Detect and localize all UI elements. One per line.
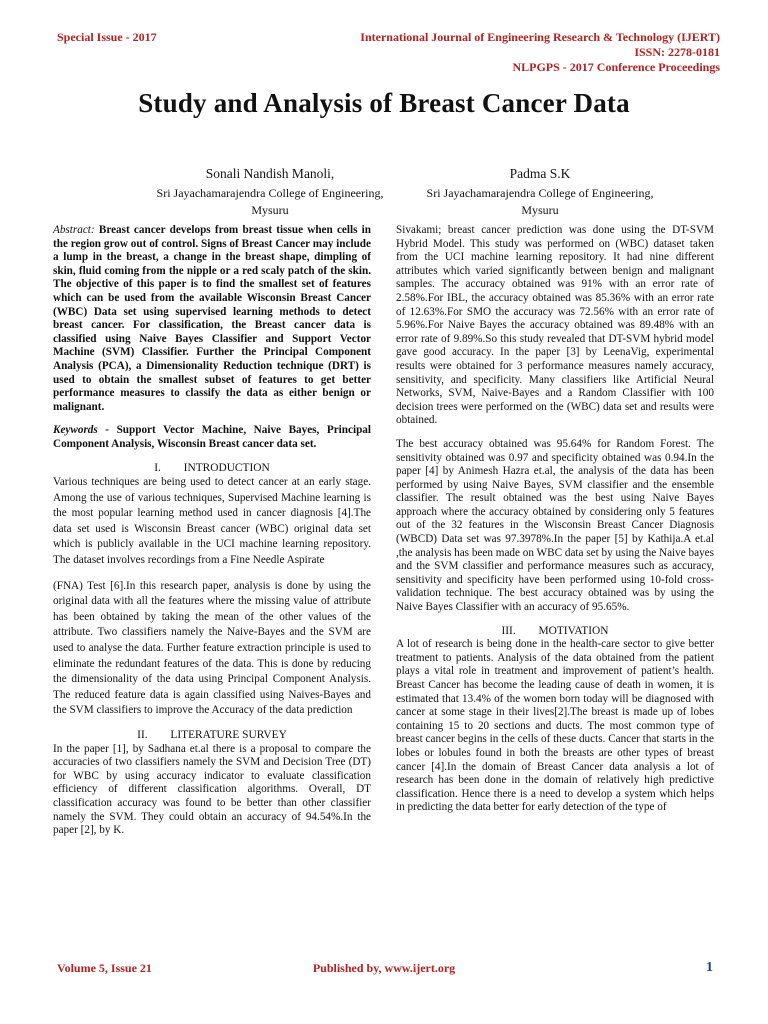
literature-paragraph-3: The best accuracy obtained was 95.64% for Random Forest. The sensitivity obtained was 0.97 and specificity obtained was 0.94.In the paper [4] by Animesh Hazra et.al, the analysis of the data has been performed by using Naive Bayes, SVM classifier and the ensemble classifier. The result obtained was the best using Naive Bayes approach where the accuracy obtained by considering only 5 features out of the 32 features in the Wisconsin Breast Cancer Diagnosis (WBCD) Data set was 97.3978%.In the paper [5] by Kathija.A et.al ,the analysis has been made on WBC data set by using the Naive bayes and the SVM classifier and performance measures such as accuracy, sensitivity and specificity have been performed using 10-fold cross-validation technique. The best accuracy obtained was by using the Naive Bayes Classifier with an accuracy of 95.65%. [396,437,714,614]
author-affiliation: Sri Jayachamarajendra College of Engineering, [426,186,654,200]
keywords [53,424,371,451]
section-heading-introduction: I. INTRODUCTION [154,461,270,474]
journal-name: International Journal of Engineering Research & Technology (IJERT) [360,30,720,44]
right-column [396,224,714,825]
issue-label: Special Issue - 2017 [57,30,157,44]
author-city: Mysuru [251,203,289,217]
literature-paragraph-2: Sivakami; breast cancer prediction was done using the DT-SVM Hybrid Model. This study was performed on (WBC) dataset taken from the UCI machine learning repository. It had nine different attributes which varied significantly between benign and malignant samples. The accuracy obtained was 91% with an error rate of 2.58%.For IBL, the accuracy obtained was 85.36% with an error rate of 12.63%.For SMO the accuracy was 72.56% with an error rate of 5.96%.For Naive Bayes the accuracy obtained was 89.48% with an error rate of 9.89%.So this study revealed that DT-SVM hybrid model gave good accuracy. In the paper [3] by LeenaVig, experimental results were obtained for 3 performance measures namely accuracy, sensitivity, and specificity. Many classifiers like Artificial Neural Networks, SVM, Naive-Bayes and a Random Classifier with 100 decision trees were performed on the (WBC) data set and results were obtained. [396,224,714,427]
abstract [53,224,371,414]
keywords-lead: Keywords - [53,424,110,437]
section-heading-literature: II. LITERATURE SURVEY [137,729,287,741]
author-block-1 [140,165,400,219]
section-heading-motivation: III. MOTIVATION [501,624,609,637]
issn: ISSN: 2278-0181 [634,45,720,59]
conference-label: NLPGPS - 2017 Conference Proceedings [512,60,720,74]
volume-label: Volume 5, Issue 21 [57,961,152,975]
abstract-lead: Abstract: [53,224,95,236]
left-column [53,224,371,848]
author-city: Mysuru [521,203,559,217]
paper-title: Study and Analysis of Breast Cancer Data [138,88,630,118]
keywords-text: Support Vector Machine, Naive Bayes, Principal Component Analysis, Wisconsin Breast cancer data set. [53,424,372,450]
literature-paragraph-1: In the paper [1], by Sadhana et.al there is a proposal to compare the accuracies of two classifiers namely the SVM and Decision Tree (DT) for WBC by using accuracy indicator to evaluate classification efficiency of different classification algorithms. Overall, DT classification accuracy was found to be better than other classifier namely the SVM. They could obtain an accuracy of 94.54%.In the paper [2], by K. [53,742,371,837]
intro-paragraph-2: (FNA) Test [6].In this research paper, analysis is done by using the original data with all the features where the missing value of attribute has been obtained by taking the mean of the other values of the attribute. Two classifiers namely the Naive-Bayes and the SVM are used to analyse the data. Further feature extraction principle is used to eliminate the redundant features of the data. This is done by reducing the dimensionality of the data using Principal Component Analysis. The reduced feature data is again classified using Naives-Bayes and the SVM classifiers to improve the Accuracy of the data prediction [53,579,371,717]
publisher-link[interactable]: Published by, www.ijert.org [312,961,456,975]
abstract-text: Breast cancer develops from breast tissue when cells in the region grow out of control. Signs of Breast Cancer may include a lump in the breast, a change in the breast shape, dimpling of skin, fluid coming from the nipple or a red scaly patch of the skin. The objective of this paper is to find the smallest set of features which can be used from the available Wisconsin Breast Cancer (WBC) Data set using supervised learning methods to detect breast cancer. For classification, the Breast cancer data is classified using Naive Bayes Classifier and Support Vector Machine (SVM) Classifier. Further the Principal Component Analysis (PCA), a Dimensionality Reduction technique (DRT) is used to obtain the smallest subset of features to get better performance measures to classify the data as either benign or malignant. [53,224,371,413]
author-affiliation: Sri Jayachamarajendra College of Engineering, [156,186,384,200]
author-block-2 [410,165,670,219]
intro-paragraph-1: Various techniques are being used to detect cancer at an early stage. Among the use of various techniques, Supervised Machine learning is the most popular learning method used in cancer diagnosis [4].The data set used is Wisconsin Breast cancer (WBC) original data set which is publicly available in the UCI machine learning repository. The dataset involves recordings from a Fine Needle Aspirate [53,476,371,567]
author-name: Padma S.K [509,166,571,181]
author-name: Sonali Nandish Manoli, [205,166,335,181]
journal-header [360,30,720,75]
motivation-paragraph: A lot of research is being done in the health-care sector to give better treatment to patients. Analysis of the data obtained from the patient plays a vital role in treatment and improvement of patient’s health. Breast Cancer has become the leading cause of death in women, it is estimated that 13.4% of the women born today will be diagnosed with cancer at some stage in their lives[2].The breast is made up of lobes containing 15 to 20 sections and ducts. The most common type of breast cancer begins in the cells of these ducts. Cancer that starts in the lobes or lobules found in both the breasts are other types of breast cancer [4].In the domain of Breast Cancer data analysis a lot of research has been done in the domain of relatively high predictive classification. Hence there is a need to develop a system which helps in predicting the data better for early detection of the type of [396,638,714,814]
page-number: 1 [706,960,713,975]
